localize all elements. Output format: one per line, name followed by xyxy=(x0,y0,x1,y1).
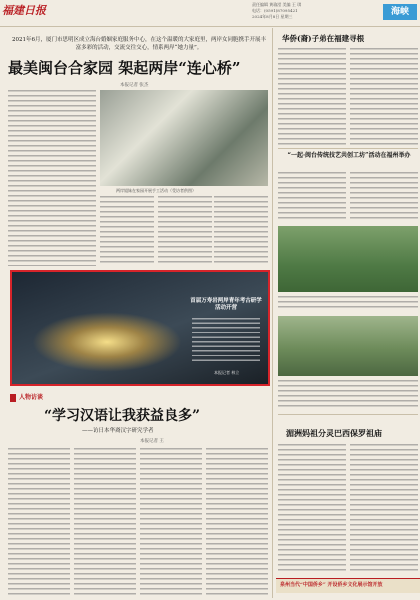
article-column-4 xyxy=(214,196,268,266)
article-photo-1 xyxy=(100,90,268,186)
column-divider xyxy=(272,28,273,598)
interview-tag xyxy=(10,392,68,404)
feature-column-4 xyxy=(206,448,268,598)
feature-headline: “学习汉语让我获益良多” xyxy=(44,408,201,424)
date-line: 2024年8月8日 星期三 xyxy=(252,14,293,19)
masthead-meta xyxy=(252,2,380,20)
night-photo-text xyxy=(192,318,260,364)
feature-column-2 xyxy=(74,448,136,598)
section-badge: 海峡 xyxy=(383,4,417,20)
right-story-1-col-2 xyxy=(350,48,418,146)
cycling-photo xyxy=(278,316,418,376)
right-story-3-headline: 湄洲妈祖分灵巴西保罗祖庙 xyxy=(286,428,382,438)
lead-paragraph: 2021年6月，厦门市思明区成立海台婚姻家庭服务中心，在这个温暖的大家庭里，两岸女同胞携手开展丰富多彩的活动，交流交往交心，情系两岸“她力量”。 xyxy=(12,37,266,51)
phone-line: 电话：(0591)87095421 xyxy=(252,8,298,13)
night-photo-glow xyxy=(32,312,182,372)
newspaper-logo: 福建日报 xyxy=(2,4,46,17)
feature-subhead: ——访日本华裔汉字研究学者 xyxy=(82,428,154,434)
tag-bar xyxy=(10,394,16,402)
night-photo-credit: 本报记者 林立 xyxy=(214,370,240,375)
right-story-2-col-1 xyxy=(278,172,346,222)
editor-line: 责任编辑 黄瑜滢 美编 王 琪 xyxy=(252,2,302,7)
feature-column-1 xyxy=(8,448,70,598)
feature-byline: 本报记者 王 xyxy=(140,439,164,444)
right-story-1-col-1 xyxy=(278,48,346,146)
right-story-1-headline: 华侨(裔)子弟在福建寻根 xyxy=(282,34,365,43)
main-headline: 最美闽台合家园 架起两岸“连心桥” xyxy=(8,59,241,77)
right-story-3-col-1 xyxy=(278,444,346,574)
feature-column-3 xyxy=(140,448,202,598)
football-photo-caption xyxy=(278,296,418,310)
right-story-2-headline: “一起·闽台传统技艺共创工坊”活动在福州举办 xyxy=(287,152,411,159)
article-column-2 xyxy=(100,196,154,266)
night-photo-title: 首届万寿岩两岸青年考古研学活动开营 xyxy=(190,298,262,311)
right-story-3-col-2 xyxy=(350,444,418,574)
football-photo xyxy=(278,226,418,292)
main-byline: 本报记者 张杰 xyxy=(120,83,149,88)
masthead xyxy=(0,0,420,27)
right-divider-1 xyxy=(278,148,418,149)
article-column-3 xyxy=(158,196,212,266)
cycling-photo-caption xyxy=(278,380,418,410)
article-column-1 xyxy=(8,90,96,266)
right-story-2-col-2 xyxy=(350,172,418,222)
photo-caption-1: 两岸姐妹在家园开展手工活动（受访者供图） xyxy=(116,188,196,193)
right-divider-2 xyxy=(278,414,418,415)
footer-headline: 泉州当代“中国侨乡” 开设侨乡文化展示馆开放 xyxy=(280,582,383,588)
interview-tag-label: 人物访谈 xyxy=(19,394,44,401)
